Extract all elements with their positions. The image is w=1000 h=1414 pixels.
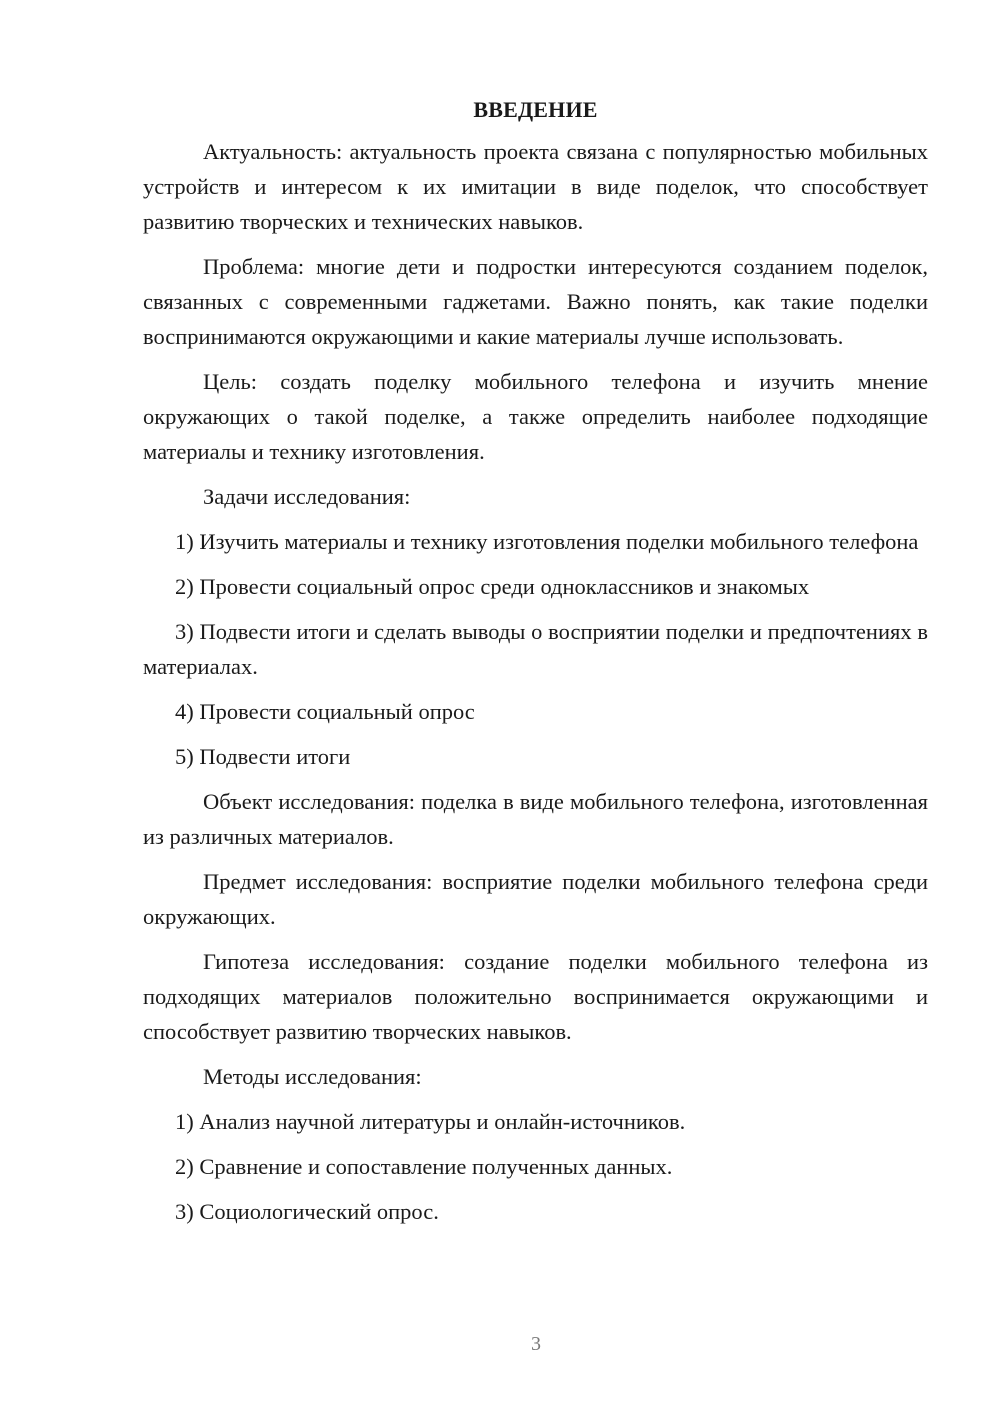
- document-page: [143, 92, 928, 1239]
- object-paragraph: Объект исследования: поделка в виде мобильного телефона, изготовленная из различных материалов.: [143, 789, 928, 849]
- hypothesis-paragraph: Гипотеза исследования: создание поделки мобильного телефона из подходящих материалов положительно воспринимается окружающими и способствует развитию творческих навыков.: [143, 949, 928, 1044]
- relevance-paragraph: Актуальность: актуальность проекта связана с популярностью мобильных устройств и интересом к их имитации в виде поделок, что способствует развитию творческих и технических навыков.: [143, 139, 928, 234]
- task-item-4: 4) Провести социальный опрос: [175, 699, 475, 724]
- page-number: 3: [531, 1333, 541, 1355]
- method-item-3: 3) Социологический опрос.: [175, 1199, 439, 1224]
- task-item-5: 5) Подвести итоги: [175, 744, 351, 769]
- task-item-2: 2) Провести социальный опрос среди одноклассников и знакомых: [175, 574, 810, 599]
- method-item-2: 2) Сравнение и сопоставление полученных данных.: [175, 1154, 673, 1179]
- tasks-heading: Задачи исследования:: [203, 484, 411, 509]
- methods-heading: Методы исследования:: [203, 1064, 422, 1089]
- goal-paragraph: Цель: создать поделку мобильного телефона и изучить мнение окружающих о такой поделке, а также определить наиболее подходящие материалы и технику изготовления.: [143, 369, 928, 464]
- subject-paragraph: Предмет исследования: восприятие поделки мобильного телефона среди окружающих.: [143, 869, 928, 929]
- task-item-3: 3) Подвести итоги и сделать выводы о восприятии поделки и предпочтениях в материалах.: [143, 619, 928, 679]
- method-item-1: 1) Анализ научной литературы и онлайн-источников.: [175, 1109, 686, 1134]
- task-item-1: 1) Изучить материалы и технику изготовления поделки мобильного телефона: [175, 529, 919, 554]
- problem-paragraph: Проблема: многие дети и подростки интересуются созданием поделок, связанных с современными гаджетами. Важно понять, как такие поделки воспринимаются окружающими и какие материалы лучше использовать.: [143, 254, 928, 349]
- page-title: ВВЕДЕНИЕ: [473, 97, 598, 122]
